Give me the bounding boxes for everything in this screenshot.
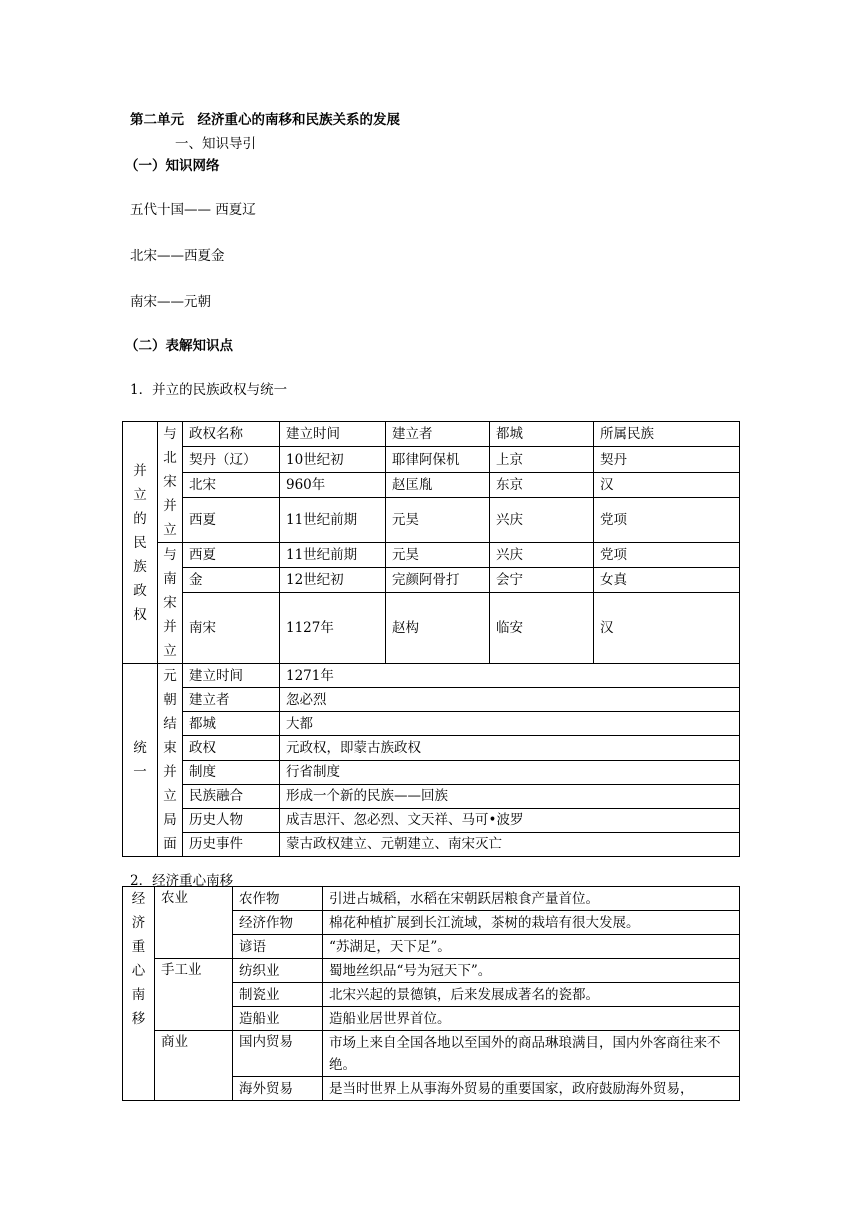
item-heading: 1．并立的民族政权与统一 (130, 382, 288, 398)
yuan-value: 成吉思汗、忽必烈、文天祥、马可•波罗 (280, 808, 740, 832)
table-cell: 元昊 (386, 498, 490, 543)
table-cell: 上京 (490, 447, 594, 472)
table-cell: 1127年 (280, 593, 386, 664)
yuan-value: 蒙古政权建立、元朝建立、南宋灭亡 (280, 832, 740, 856)
economy-table (122, 886, 740, 1101)
detail-cell: 北宋兴起的景德镇，后来发展成著名的瓷都。 (323, 983, 740, 1007)
table-cell: 临安 (490, 593, 594, 664)
sector-label: 手工业 (155, 959, 233, 1031)
subgroup-label: 与北宋并立 (158, 422, 183, 543)
table-cell: 党项 (594, 498, 740, 543)
subgroup-label: 元朝结束并立局面 (158, 664, 183, 857)
subsection-heading: （一）知识网络 (125, 158, 220, 174)
group-label: 经济重心南移 (123, 887, 155, 1101)
category-cell: 国内贸易 (233, 1031, 323, 1077)
yuan-value: 1271年 (280, 664, 740, 688)
table-cell: 兴庆 (490, 498, 594, 543)
sector-label: 商业 (155, 1031, 233, 1101)
category-cell: 谚语 (233, 935, 323, 959)
header-cell: 建立者 (386, 422, 490, 447)
header-cell: 都城 (490, 422, 594, 447)
table-cell: 11世纪前期 (280, 543, 386, 568)
table-cell: 契丹（辽） (183, 447, 280, 472)
table-cell: 960年 (280, 472, 386, 497)
table-cell: 汉 (594, 472, 740, 497)
table-cell: 金 (183, 568, 280, 593)
yuan-label: 历史事件 (183, 832, 280, 856)
network-line: 五代十国—— 西夏辽 (130, 202, 256, 218)
category-cell: 纺织业 (233, 959, 323, 983)
yuan-label: 政权 (183, 736, 280, 760)
item-heading: 2．经济重心南移 (130, 873, 234, 889)
table-cell: 党项 (594, 543, 740, 568)
yuan-label: 都城 (183, 712, 280, 736)
table-cell: 北宋 (183, 472, 280, 497)
yuan-value: 大都 (280, 712, 740, 736)
table-cell: 西夏 (183, 543, 280, 568)
yuan-value: 元政权，即蒙古族政权 (280, 736, 740, 760)
yuan-label: 建立时间 (183, 664, 280, 688)
category-cell: 海外贸易 (233, 1077, 323, 1101)
table-cell: 12世纪初 (280, 568, 386, 593)
table-cell: 契丹 (594, 447, 740, 472)
yuan-value: 忽必烈 (280, 688, 740, 712)
header-cell: 政权名称 (183, 422, 280, 447)
table-cell: 11世纪前期 (280, 498, 386, 543)
network-line: 北宋——西夏金 (130, 248, 225, 264)
table-cell: 兴庆 (490, 543, 594, 568)
table-cell: 元昊 (386, 543, 490, 568)
table-cell: 耶律阿保机 (386, 447, 490, 472)
section-heading: 一、知识导引 (175, 136, 256, 152)
table-cell: 赵匡胤 (386, 472, 490, 497)
group-label: 并立的民族政权 (123, 422, 158, 664)
detail-cell: 是当时世界上从事海外贸易的重要国家，政府鼓励海外贸易， (323, 1077, 740, 1101)
subsection-heading: （二）表解知识点 (125, 338, 233, 354)
detail-cell: “苏湖足，天下足”。 (323, 935, 740, 959)
table-cell: 女真 (594, 568, 740, 593)
table-cell: 赵构 (386, 593, 490, 664)
header-cell: 所属民族 (594, 422, 740, 447)
yuan-value: 行省制度 (280, 760, 740, 784)
category-cell: 农作物 (233, 887, 323, 911)
category-cell: 造船业 (233, 1007, 323, 1031)
network-line: 南宋——元朝 (130, 294, 211, 310)
yuan-label: 建立者 (183, 688, 280, 712)
detail-cell: 市场上来自全国各地以至国外的商品琳琅满目，国内外客商往来不绝。 (323, 1031, 740, 1077)
table-cell: 东京 (490, 472, 594, 497)
sector-label: 农业 (155, 887, 233, 959)
category-cell: 制瓷业 (233, 983, 323, 1007)
detail-cell: 造船业居世界首位。 (323, 1007, 740, 1031)
yuan-label: 制度 (183, 760, 280, 784)
detail-cell: 引进占城稻，水稻在宋朝跃居粮食产量首位。 (323, 887, 740, 911)
table-cell: 10世纪初 (280, 447, 386, 472)
yuan-value: 形成一个新的民族——回族 (280, 784, 740, 808)
detail-cell: 蜀地丝织品“号为冠天下”。 (323, 959, 740, 983)
unit-title: 第二单元 经济重心的南移和民族关系的发展 (130, 112, 400, 128)
yuan-label: 民族融合 (183, 784, 280, 808)
table-cell: 汉 (594, 593, 740, 664)
table-cell: 完颜阿骨打 (386, 568, 490, 593)
group-label: 统一 (123, 664, 158, 857)
detail-cell: 棉花种植扩展到长江流域，茶树的栽培有很大发展。 (323, 911, 740, 935)
regimes-table (122, 421, 740, 857)
table-cell: 西夏 (183, 498, 280, 543)
category-cell: 经济作物 (233, 911, 323, 935)
table-cell: 会宁 (490, 568, 594, 593)
yuan-label: 历史人物 (183, 808, 280, 832)
table-cell: 南宋 (183, 593, 280, 664)
subgroup-label: 与南宋并立 (158, 543, 183, 664)
header-cell: 建立时间 (280, 422, 386, 447)
